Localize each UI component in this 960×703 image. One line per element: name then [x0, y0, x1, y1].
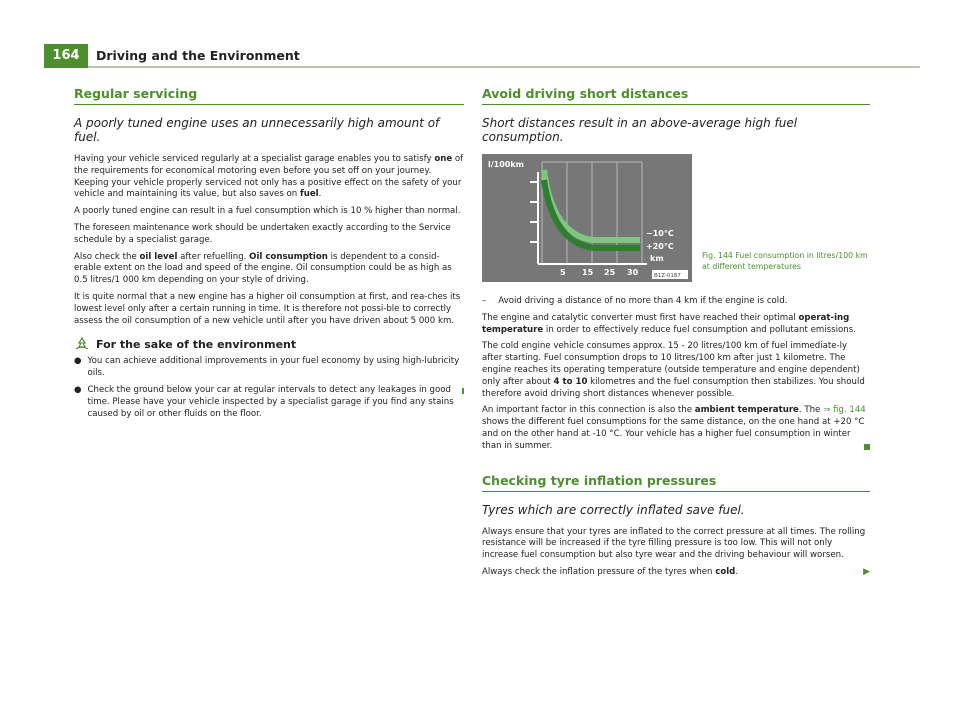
label-minus10: −10°C [646, 229, 674, 238]
section-subtitle-tyres: Tyres which are correctly inflated save fuel. [482, 502, 745, 517]
paragraph-ambient-temp: An important factor in this connection is also the ambient temperature. The ⇒ fig. 144 shows the different fuel consumptions for the same distance, on the one hand at +20 °C and on the other hand at -10 °C. Your vehicle has a higher fuel consumption in winter than in summer. [482, 405, 870, 452]
left-column [74, 86, 464, 425]
continue-arrow-icon: ▶ [863, 566, 870, 577]
dash-item: – Avoid driving a distance of no more than 4 km if the engine is cold. [482, 296, 788, 306]
figure-link[interactable]: ⇒ fig. 144 [823, 405, 866, 416]
page-header [0, 44, 920, 68]
section-subtitle-short-distances: Short distances result in an above-average high fuel consumption. [482, 116, 798, 144]
right-column [482, 86, 870, 584]
paragraph-tyres-1: Always ensure that your tyres are inflated to the correct pressure at all times. The rolling resistance will be increased if the tyre filling pressure is too low. This will not only increase fuel consumption but also tyre wear and the driving behaviour will worsen. [482, 526, 866, 561]
x-tick-25: 25 [604, 268, 616, 277]
label-plus20: +20°C [646, 242, 674, 251]
section-heading-tyres: Checking tyre inflation pressures [482, 473, 870, 492]
x-tick-5: 5 [560, 268, 566, 277]
label-km: km [650, 254, 664, 263]
paragraph-oil-consumption: It is quite normal that a new engine has a higher oil consumption at first, and rea-ches its lowest level only after a certain running in time. It is therefore not possi-ble to correctly assess the oil consumption of a new vehicle until after you have driven about 5 000 km. [74, 291, 461, 326]
section-end-marker-2 [864, 444, 870, 450]
figure-code: B1Z-0187 [654, 273, 681, 279]
section-end-marker [462, 388, 464, 394]
paragraph-oil-level: Also check the oil level after refuelling. Oil consumption is dependent to a consid-erable extent on the load and speed of the engine. Oil consumption could be as high as 0.5 litres/1 000 km depending on your style of driving. [74, 251, 452, 286]
recycle-leaf-icon [74, 337, 90, 351]
figure-caption: Fig. 144 Fuel consumption in litres/100 km at different temperatures [702, 251, 868, 271]
fuel-consumption-figure [482, 154, 692, 282]
environment-note-heading [74, 337, 464, 351]
paragraph-servicing-3: The foreseen maintenance work should be undertaken exactly according to the Service schedule by a specialist garage. [74, 222, 451, 245]
header-rule [88, 66, 920, 68]
x-tick-15: 15 [582, 268, 594, 277]
paragraph-cold-engine: The cold engine vehicle consumes approx. 15 - 20 litres/100 km of fuel immediate-ly after starting. Fuel consumption drops to 10 litres/100 km after just 1 kilometre. The engine reaches its operating temperature (outside temperature and engine dependent) only after about 4 to 10 kilometres and the fuel consumption then stabilizes. You should therefore avoid driving short distances whenever possible. [482, 341, 865, 399]
environment-heading-text: For the sake of the environment [96, 337, 297, 351]
chapter-title: Driving and the Environment [96, 48, 300, 63]
x-tick-30: 30 [627, 268, 639, 277]
figure-144 [482, 154, 870, 282]
paragraph-operating-temp: The engine and catalytic converter must first have reached their optimal operat-ing temperature in order to effectively reduce fuel consumption and pollutant emissions. [482, 312, 856, 335]
figure-ylabel: l/100km [488, 160, 525, 169]
paragraph-tyres-2: Always check the inflation pressure of the tyres when cold. ▶ [482, 566, 870, 577]
section-subtitle-servicing: A poorly tuned engine uses an unnecessarily high amount of fuel. [74, 116, 440, 144]
environment-bullet-1: ● You can achieve additional improvements in your fuel economy by using high-lubricity oils. [74, 356, 460, 379]
page-number: 164 [44, 44, 88, 68]
section-heading-servicing: Regular servicing [74, 86, 464, 105]
section-heading-short-distances: Avoid driving short distances [482, 86, 870, 105]
environment-bullet-2: ● Check the ground below your car at regular intervals to detect any leakages in good time. Please have your vehicle inspected by a specialist garage if you find any stains caused by oil or other fluids on the floor. [74, 385, 464, 420]
paragraph-servicing-2: A poorly tuned engine can result in a fuel consumption which is 10 % higher than normal. [74, 206, 461, 217]
paragraph-servicing-1: Having your vehicle serviced regularly at a specialist garage enables you to satisfy one of the requirements for economical motoring even before you set off on your journey. Keeping your vehicle properly serviced not only has a positive effect on the safety of your vehicle and maintaining its value, but also saves on fuel. [74, 154, 464, 200]
